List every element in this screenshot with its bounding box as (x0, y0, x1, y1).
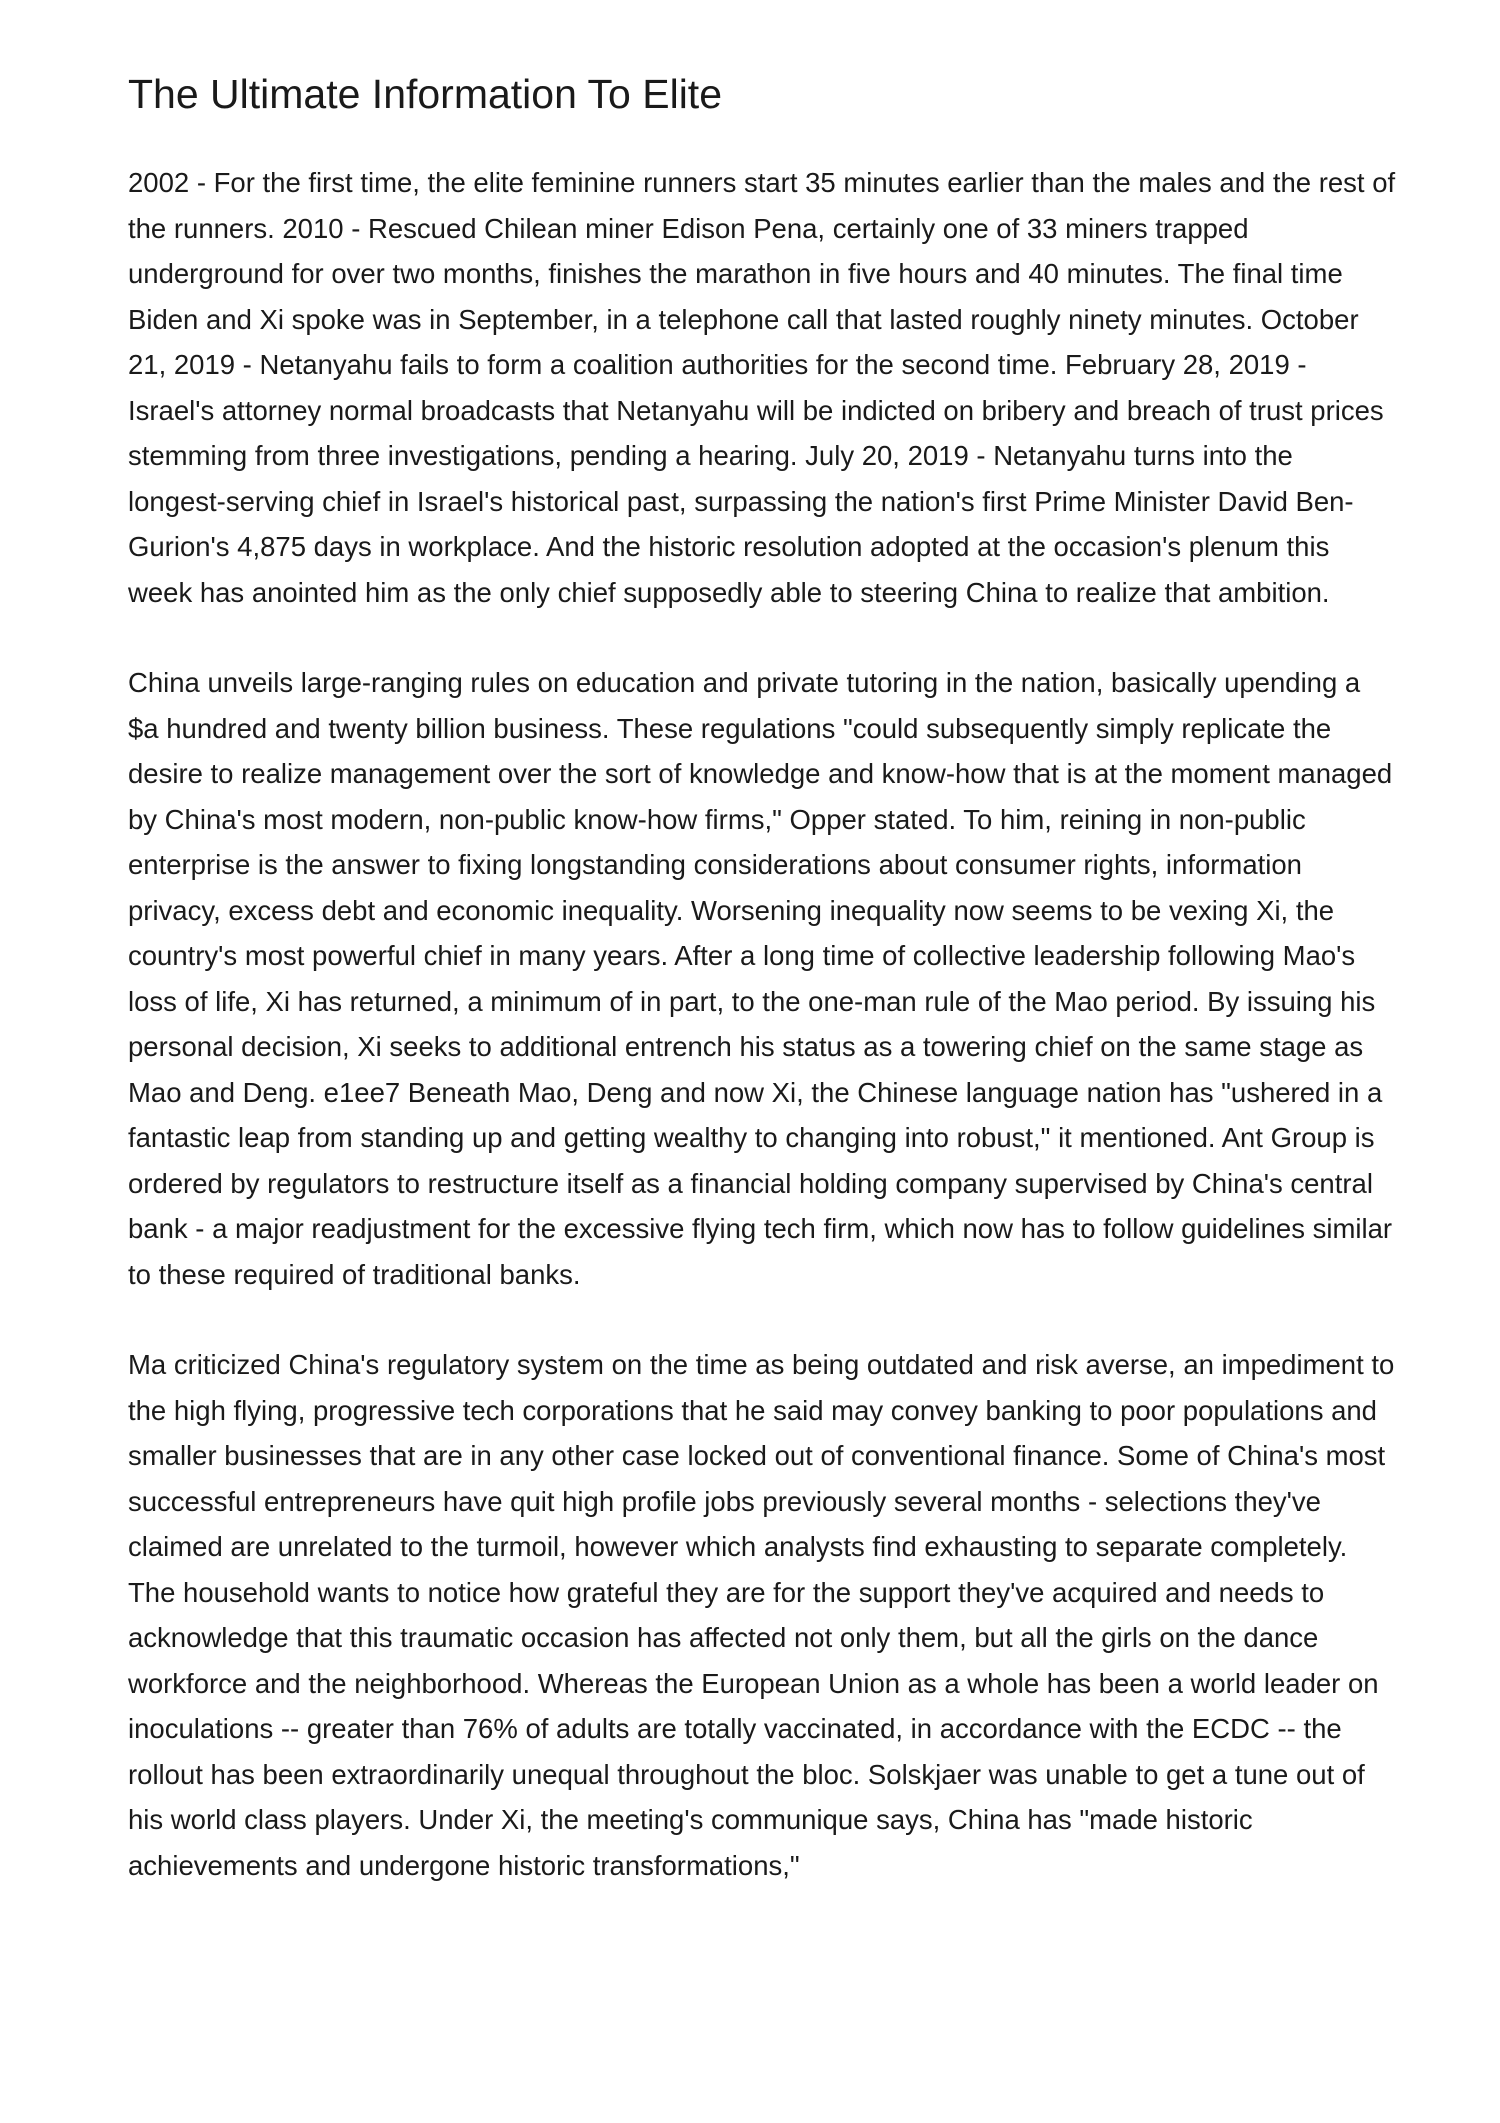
paragraph-3: Ma criticized China's regulatory system on the time as being outdated and risk averse, an impediment to the high flying, progressive tech corporations that he said may convey banking to poor populations and smaller businesses that are in any other case locked out of conventional finance. Some of China's most successful entrepreneurs have quit high profile jobs previously several months - selections they've claimed are unrelated to the turmoil, however which analysts find exhausting to separate completely. The household wants to notice how grateful they are for the support they've acquired and needs to acknowledge that this traumatic occasion has affected not only them, but all the girls on the dance workforce and the neighborhood. Whereas the European Union as a whole has been a world leader on inoculations -- greater than 76% of adults are totally vaccinated, in accordance with the ECDC -- the rollout has been extraordinarily unequal throughout the bloc. Solskjaer was unable to get a tune out of his world class players. Under Xi, the meeting's communique says, China has "made historic achievements and undergone historic transformations," (128, 1349, 1395, 1881)
document-title: The Ultimate Information To Elite (128, 71, 722, 117)
paragraph-1: 2002 - For the first time, the elite feminine runners start 35 minutes earlier than the males and the rest of the runners. 2010 - Rescued Chilean miner Edison Pena, certainly one of 33 miners trapped underground for over two months, finishes the marathon in five hours and 40 minutes. The final time Biden and Xi spoke was in September, in a telephone call that lasted roughly ninety minutes. October 21, 2019 - Netanyahu fails to form a coalition authorities for the second time. February 28, 2019 - Israel's attorney normal broadcasts that Netanyahu will be indicted on bribery and breach of trust prices stemming from three investigations, pending a hearing. July 20, 2019 - Netanyahu turns into the longest-serving chief in Israel's historical past, surpassing the nation's first Prime Minister David Ben-Gurion's 4,875 days in workplace. And the historic resolution adopted at the occasion's plenum this week has anointed him as the only chief supposedly able to steering China to realize that ambition. (128, 167, 1396, 608)
paragraph-2: China unveils large-ranging rules on education and private tutoring in the nation, basically upending a $a hundred and twenty billion business. These regulations "could subsequently simply replicate the desire to realize management over the sort of knowledge and know-how that is at the moment managed by China's most modern, non-public know-how firms," Opper stated. To him, reining in non-public enterprise is the answer to fixing longstanding considerations about consumer rights, information privacy, excess debt and economic inequality. Worsening inequality now seems to be vexing Xi, the country's most powerful chief in many years. After a long time of collective leadership following Mao's loss of life, Xi has returned, a minimum of in part, to the one-man rule of the Mao period. By issuing his personal decision, Xi seeks to additional entrench his status as a towering chief on the same stage as Mao and Deng. e1ee7 Beneath Mao, Deng and now Xi, the Chinese language nation has "ushered in a fantastic leap from standing up and getting wealthy to changing into robust," it mentioned. Ant Group is ordered by regulators to restructure itself as a financial holding company supervised by China's central bank - a major readjustment for the excessive flying tech firm, which now has to follow guidelines similar to these required of traditional banks. (128, 667, 1393, 1290)
document-page (128, 66, 1398, 1888)
